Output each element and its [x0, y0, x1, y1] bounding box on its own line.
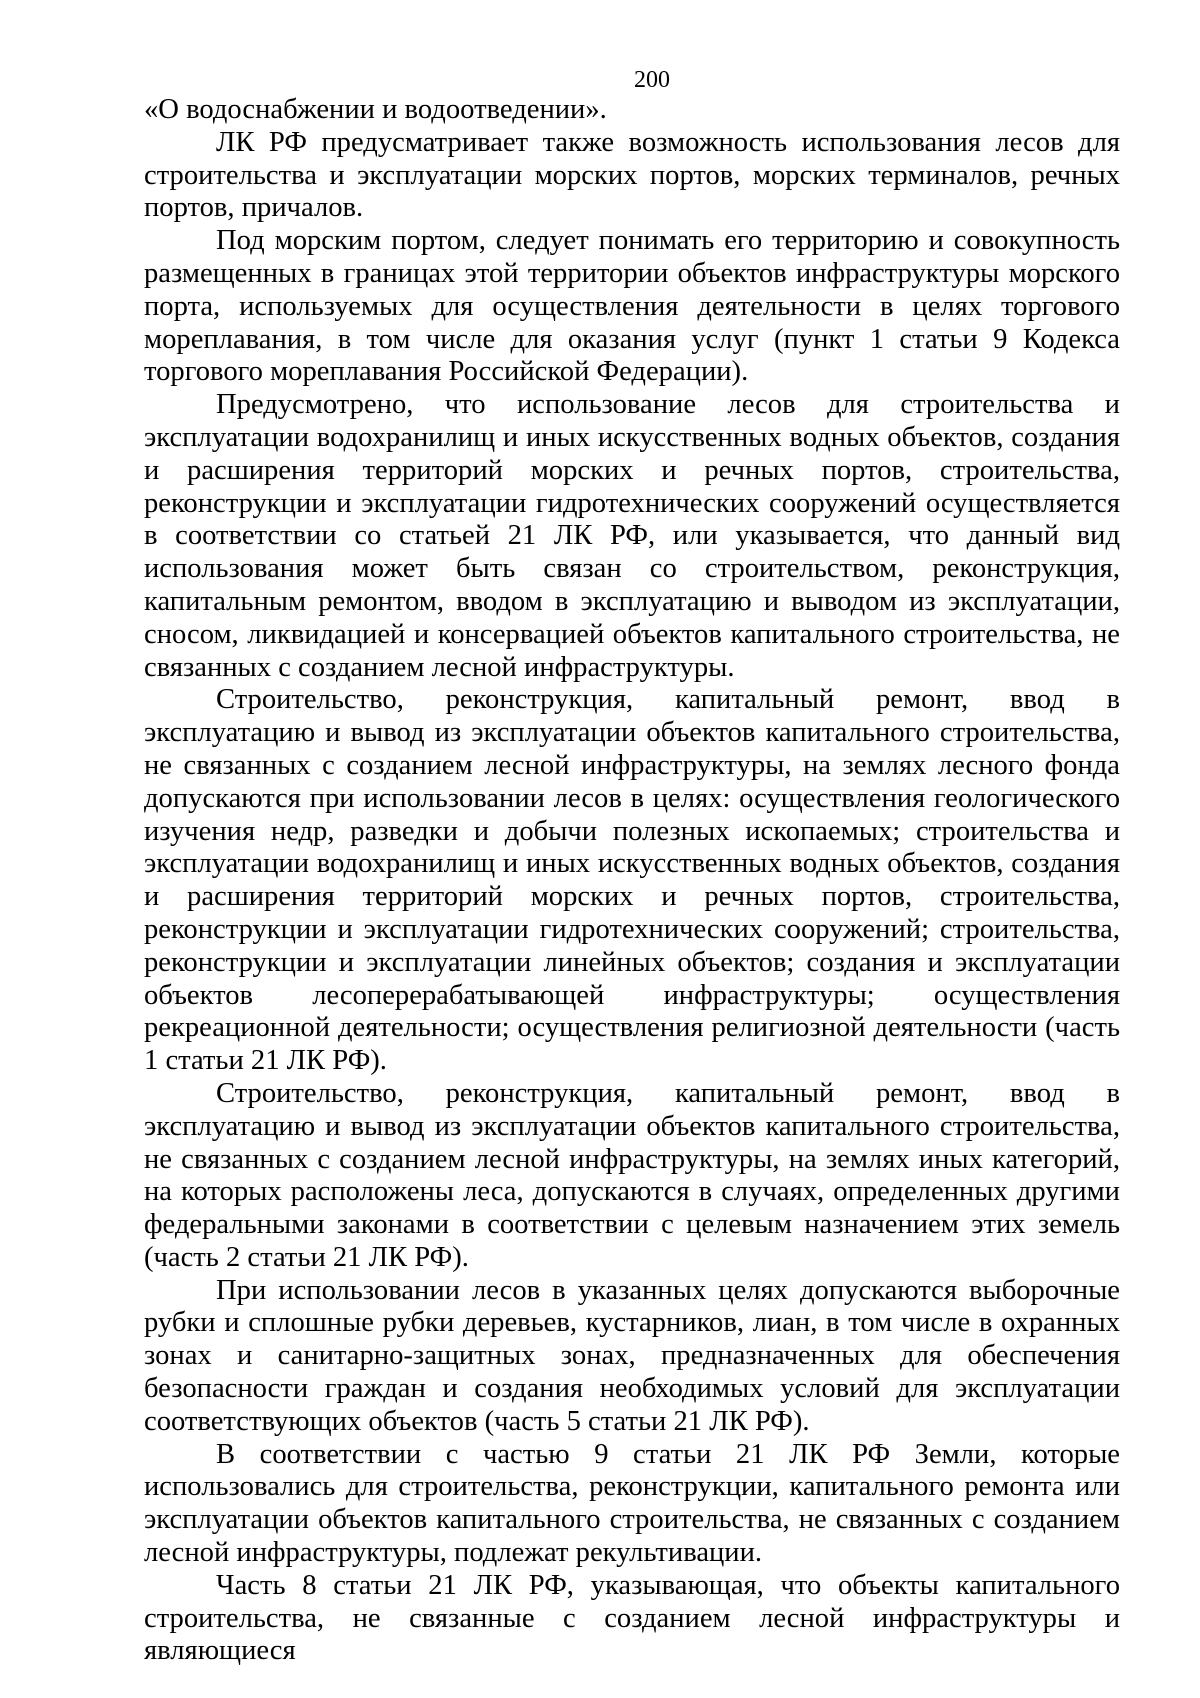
document-page: [144, 66, 1120, 1668]
paragraph: Строительство, реконструкция, капитальный ремонт, ввод в эксплуатацию и вывод из эксплуатации объектов капитального строительства, не связанных с созданием лесной инфраструктуры, на землях лесного фонда допускаются при использовании лесов в целях: осуществления геологического изучения недр, разведки и добычи полезных ископаемых; строительства и эксплуатации водохранилищ и иных искусственных водных объектов, создания и расширения территорий морских и речных портов, строительства, реконструкции и эксплуатации гидротехнических сооружений; строительства, реконструкции и эксплуатации линейных объектов; создания и эксплуатации объектов лесоперерабатывающей инфраструктуры; осуществления рекреационной деятельности; осуществления религиозной деятельности (часть 1 статьи 21 ЛК РФ).: [144, 684, 1120, 1077]
paragraph: При использовании лесов в указанных целях допускаются выборочные рубки и сплошные рубки деревьев, кустарников, лиан, в том числе в охранных зонах и санитарно-защитных зонах, предназначенных для обеспечения безопасности граждан и создания необходимых условий для эксплуатации соответствующих объектов (часть 5 статьи 21 ЛК РФ).: [144, 1274, 1120, 1437]
paragraph: ЛК РФ предусматривает также возможность использования лесов для строительства и эксплуатации морских портов, морских терминалов, речных портов, причалов.: [144, 126, 1120, 224]
paragraph: В соответствии с частью 9 статьи 21 ЛК РФ Земли, которые использовались для строительства, реконструкции, капитального ремонта или эксплуатации объектов капитального строительства, не связанных с созданием лесной инфраструктуры, подлежат рекультивации.: [144, 1438, 1120, 1569]
paragraph: Предусмотрено, что использование лесов для строительства и эксплуатации водохранилищ и иных искусственных водных объектов, создания и расширения территорий морских и речных портов, строительства, реконструкции и эксплуатации гидротехнических сооружений осуществляется в соответствии со статьей 21 ЛК РФ, или указывается, что данный вид использования может быть связан со строительством, реконструкция, капитальным ремонтом, вводом в эксплуатацию и выводом из эксплуатации, сносом, ликвидацией и консервацией объектов капитального строительства, не связанных с созданием лесной инфраструктуры.: [144, 389, 1120, 683]
page-number: 200: [634, 67, 670, 93]
paragraph-continuation: «О водоснабжении и водоотведении».: [144, 94, 607, 125]
paragraph: Строительство, реконструкция, капитальный ремонт, ввод в эксплуатацию и вывод из эксплуатации объектов капитального строительства, не связанных с созданием лесной инфраструктуры, на землях иных категорий, на которых расположены леса, допускаются в случаях, определенных другими федеральными законами в соответствии с целевым назначением этих земель (часть 2 статьи 21 ЛК РФ).: [144, 1077, 1120, 1273]
paragraph: Под морским портом, следует понимать его территорию и совокупность размещенных в границах этой территории объектов инфраструктуры морского порта, используемых для осуществления деятельности в целях торгового мореплавания, в том числе для оказания услуг (пункт 1 статьи 9 Кодекса торгового мореплавания Российской Федерации).: [144, 225, 1120, 388]
paragraph: Часть 8 статьи 21 ЛК РФ, указывающая, что объекты капитального строительства, не связанные с созданием лесной инфраструктуры и являющиеся: [144, 1569, 1120, 1667]
